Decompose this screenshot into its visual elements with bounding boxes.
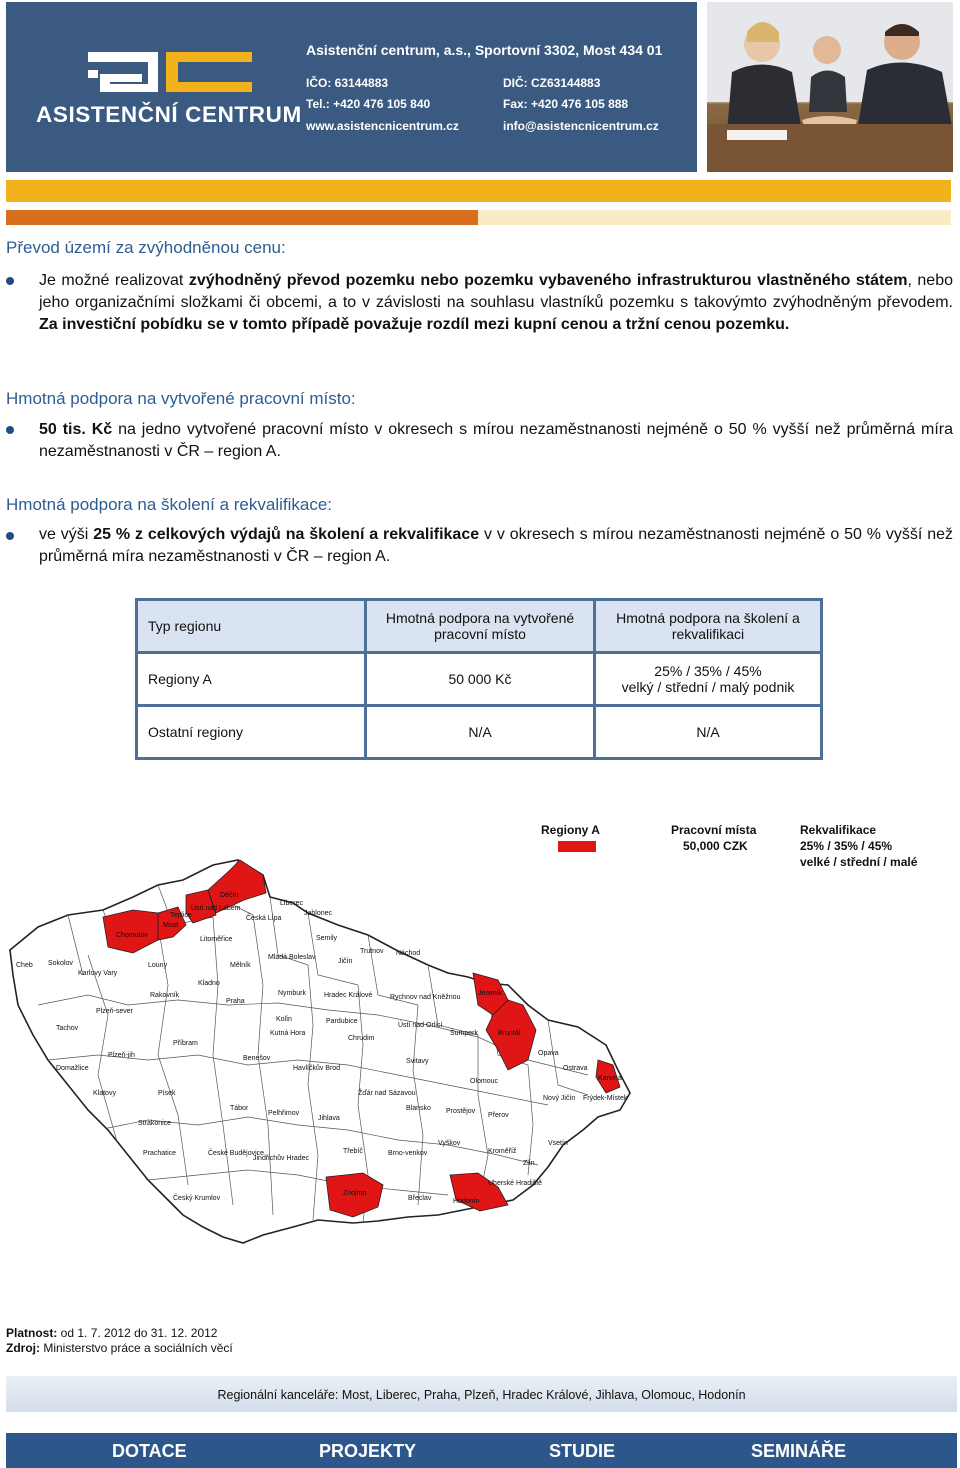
district-label: Znojmo bbox=[343, 1190, 367, 1197]
district-label: Příbram bbox=[173, 1040, 198, 1047]
district-label: Jablonec bbox=[304, 910, 333, 917]
legend-requalification-title: Rekvalifikace bbox=[800, 823, 877, 837]
district-label: Náchod bbox=[396, 950, 421, 957]
accent-bar-cream bbox=[478, 210, 951, 225]
business-handshake-photo bbox=[707, 2, 953, 172]
district-label: Děčín bbox=[220, 892, 239, 899]
legend-region-label: Regiony A bbox=[541, 823, 600, 837]
district-label: Chomutov bbox=[116, 932, 148, 939]
district-label: Jihlava bbox=[318, 1115, 340, 1122]
legend-jobs-value: 50,000 CZK bbox=[683, 839, 748, 853]
table-cell: Ostatní regiony bbox=[137, 706, 366, 759]
district-label: Mělník bbox=[230, 962, 251, 969]
district-label: Prachatice bbox=[143, 1150, 177, 1157]
bullet-icon bbox=[6, 277, 14, 285]
district-label: Trutnov bbox=[360, 948, 384, 955]
district-label: Zlín bbox=[523, 1160, 535, 1167]
district-label: Litoměřice bbox=[200, 936, 233, 943]
district-label: Olomouc bbox=[470, 1078, 499, 1085]
legend-requalification-value: 25% / 35% / 45% bbox=[800, 839, 893, 853]
district-label: Klatovy bbox=[93, 1090, 116, 1097]
table-row bbox=[137, 706, 822, 759]
legend-jobs-title: Pracovní místa bbox=[671, 823, 757, 837]
district-label: Nymburk bbox=[278, 990, 307, 997]
district-label: Hradec Králové bbox=[324, 992, 373, 999]
table-row bbox=[137, 653, 822, 706]
company-logo-icon bbox=[30, 40, 280, 100]
district-label: Česká Lípa bbox=[246, 915, 282, 922]
regional-offices-text: Regionální kanceláře: Most, Liberec, Praha, Plzeň, Hradec Králové, Jihlava, Olomouc, Hodonín bbox=[217, 1388, 746, 1402]
company-address: Asistenční centrum, a.s., Sportovní 3302, Most 434 01 bbox=[306, 42, 663, 58]
district-label: Cheb bbox=[16, 962, 33, 969]
section-title-land-transfer: Převod území za zvýhodněnou cenu: bbox=[6, 238, 286, 257]
district-label: Kutná Hora bbox=[270, 1030, 306, 1037]
company-header bbox=[6, 2, 697, 172]
district-label: Rychnov nad Kněžnou bbox=[390, 994, 461, 1001]
table-cell-line: velký / střední / malý podnik bbox=[621, 679, 795, 695]
district-label: Jindřichův Hradec bbox=[253, 1155, 310, 1162]
district-label: Vsetín bbox=[548, 1140, 568, 1147]
dic: DIČ: CZ63144883 bbox=[503, 76, 601, 90]
district-label: Kolín bbox=[276, 1016, 292, 1023]
district-label: Most bbox=[163, 922, 179, 929]
district-label: Třebíč bbox=[343, 1148, 363, 1155]
training-support-paragraph: ve výši 25 % z celkových výdajů na školení a rekvalifikace v v okresech s mírou nezaměstnanosti nejméně o 50 % vyšší než průměrná míra nezaměstnanosti v ČR – region A. bbox=[39, 526, 954, 565]
district-label: Semily bbox=[316, 935, 338, 942]
district-label: Teplice bbox=[170, 912, 192, 919]
source: Zdroj: Ministerstvo práce a sociálních věcí bbox=[6, 1341, 233, 1355]
fax: Fax: +420 476 105 888 bbox=[503, 97, 629, 111]
district-label: Nový Jičín bbox=[543, 1095, 576, 1102]
table-header-cell: Hmotná podpora na školení a rekvalifikaci bbox=[595, 600, 822, 653]
district-label: Kladno bbox=[198, 980, 220, 987]
district-label: Karlovy Vary bbox=[78, 970, 118, 977]
czech-districts-map bbox=[8, 855, 638, 1250]
district-label: Jičín bbox=[338, 958, 353, 965]
district-label: Brno-venkov bbox=[388, 1150, 428, 1157]
district-label: Český Krumlov bbox=[173, 1195, 221, 1202]
bottom-nav bbox=[6, 1433, 957, 1468]
district-label: Domažlice bbox=[56, 1065, 89, 1072]
district-label: Jeseník bbox=[478, 990, 503, 997]
table-cell: N/A bbox=[595, 706, 822, 759]
nav-projekty[interactable]: PROJEKTY bbox=[319, 1441, 417, 1461]
table-header-cell: Typ regionu bbox=[137, 600, 366, 653]
district-label: Vyškov bbox=[438, 1140, 461, 1147]
regional-offices-band bbox=[6, 1376, 957, 1412]
section-title-training-support: Hmotná podpora na školení a rekvalifikace: bbox=[6, 495, 333, 514]
table-cell: Regiony A bbox=[137, 653, 366, 706]
district-label: Bruntál bbox=[498, 1030, 521, 1037]
phone: Tel.: +420 476 105 840 bbox=[306, 97, 431, 111]
district-label: Liberec bbox=[280, 900, 303, 907]
email-link[interactable]: info@asistencnicentrum.cz bbox=[503, 119, 659, 133]
table-cell-line: 25% / 35% / 45% bbox=[654, 663, 762, 679]
accent-bar-orange bbox=[6, 210, 478, 225]
district-label: Praha bbox=[226, 998, 245, 1005]
bullet-icon bbox=[6, 426, 14, 434]
district-label: Prostějov bbox=[446, 1108, 476, 1115]
district-label: Písek bbox=[158, 1090, 176, 1097]
district-label: Rakovník bbox=[150, 992, 180, 999]
logo-text: ASISTENČNÍ CENTRUM bbox=[36, 102, 302, 127]
ico: IČO: 63144883 bbox=[306, 76, 389, 90]
district-label: Havlíčkův Brod bbox=[293, 1065, 341, 1072]
district-label: Pardubice bbox=[326, 1018, 358, 1025]
land-transfer-paragraph: Je možné realizovat zvýhodněný převod pozemku nebo pozemku vybaveného infrastrukturou vlastněného státem, nebo jeho organizačními složkami či obcemi, a to v závislosti na souhlasu vlastníků pozemku s takovýmto zvýhodněným převodem. Za investiční pobídku se v tomto případě považuje rozdíl mezi kupní cenou a tržní cenou pozemku. bbox=[39, 272, 954, 333]
district-label: Chrudim bbox=[348, 1035, 375, 1042]
table-cell: N/A bbox=[366, 706, 595, 759]
district-label: České Budějovice bbox=[208, 1150, 265, 1157]
district-label: Plzeň-sever bbox=[96, 1008, 133, 1015]
district-label: Uherské Hradiště bbox=[488, 1180, 543, 1187]
nav-seminare[interactable]: SEMINÁŘE bbox=[751, 1441, 847, 1461]
table-cell bbox=[595, 653, 822, 706]
nav-studie[interactable]: STUDIE bbox=[549, 1441, 616, 1461]
district-label: Mladá Boleslav bbox=[268, 954, 316, 961]
district-label: Břeclav bbox=[408, 1195, 432, 1202]
district-label: Pelhřimov bbox=[268, 1110, 300, 1117]
district-label: Plzeň-jih bbox=[108, 1052, 135, 1059]
district-label: Blansko bbox=[406, 1105, 431, 1112]
district-label: Benešov bbox=[243, 1055, 271, 1062]
district-label: Opava bbox=[538, 1050, 559, 1057]
district-label: Frýdek-Místek bbox=[583, 1095, 628, 1102]
legend-requalification-sizes: velké / střední / malé bbox=[800, 855, 918, 869]
district-label: Ústí nad Labem bbox=[191, 905, 241, 912]
district-label: Louny bbox=[148, 962, 168, 969]
district-label: Ústí nad Orlicí bbox=[398, 1022, 443, 1029]
district-label: Strakonice bbox=[138, 1120, 172, 1127]
district-label: Šumperk bbox=[450, 1030, 479, 1037]
table-cell: 50 000 Kč bbox=[366, 653, 595, 706]
district-label: Hodonín bbox=[453, 1198, 480, 1205]
section-title-jobs-support: Hmotná podpora na vytvořené pracovní místo: bbox=[6, 389, 356, 408]
table-header-row bbox=[137, 600, 822, 653]
district-label: Žďár nad Sázavou bbox=[358, 1090, 416, 1097]
table-header-cell: Hmotná podpora na vytvořené pracovní místo bbox=[366, 600, 595, 653]
nav-dotace[interactable]: DOTACE bbox=[112, 1441, 187, 1461]
jobs-support-paragraph: 50 tis. Kč na jedno vytvořené pracovní místo v okresech s mírou nezaměstnanosti nejméně o 50 % vyšší než průměrná míra nezaměstnanosti v ČR – region A. bbox=[39, 421, 953, 460]
validity: Platnost: od 1. 7. 2012 do 31. 12. 2012 bbox=[6, 1326, 218, 1340]
legend-region-swatch bbox=[558, 841, 596, 852]
accent-bar-yellow bbox=[6, 180, 951, 202]
district-label: Tachov bbox=[56, 1025, 79, 1032]
district-label: Přerov bbox=[488, 1112, 509, 1119]
website-link[interactable]: www.asistencnicentrum.cz bbox=[306, 119, 459, 133]
district-label: Sokolov bbox=[48, 960, 73, 967]
district-label: Tábor bbox=[230, 1105, 249, 1112]
support-table bbox=[135, 598, 823, 760]
district-label: Svitavy bbox=[406, 1058, 429, 1065]
bullet-icon bbox=[6, 532, 14, 540]
district-label: Kroměříž bbox=[488, 1148, 517, 1155]
district-label: Karviná bbox=[598, 1075, 622, 1082]
district-label: Ostrava bbox=[563, 1065, 588, 1072]
